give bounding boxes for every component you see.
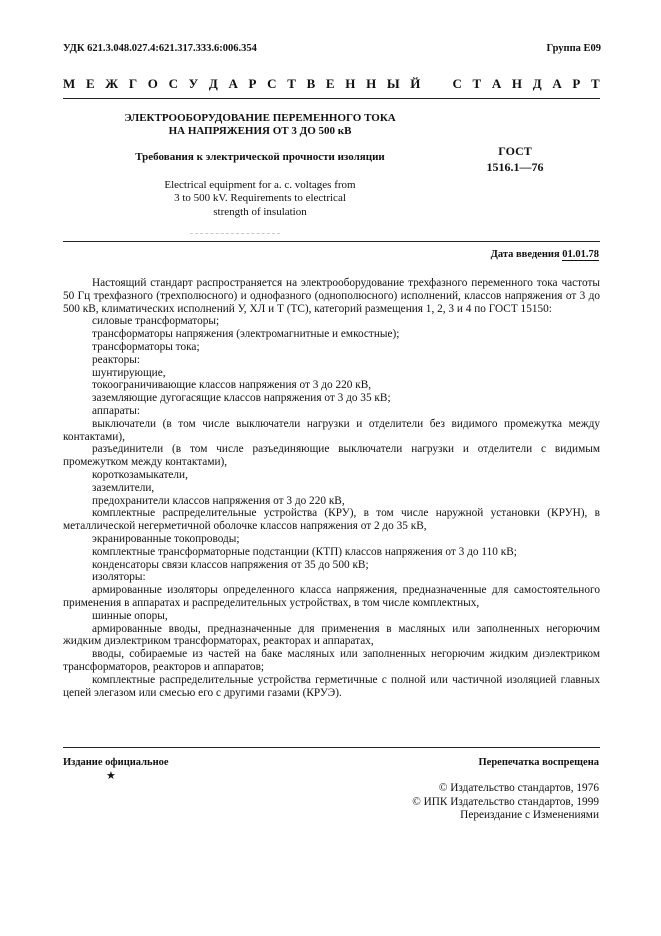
banner-letter: М <box>63 76 76 91</box>
banner-letter: Е <box>85 76 95 91</box>
banner-letter: О <box>147 76 158 91</box>
scope-list-item: заземлители, <box>92 481 155 494</box>
scope-list-item: реакторы: <box>92 353 140 366</box>
banner-letter: А <box>491 76 502 91</box>
scope-list-item: армированные изоляторы определенного класса напряжения, предназначенные для самостоятельного применения в аппаратах и распределительных устройствах, в том числе комплектных, <box>63 584 600 609</box>
scope-list-item: аппараты: <box>92 404 141 417</box>
introduction-date-label: Дата введения <box>490 249 560 260</box>
banner-letter: А <box>228 76 238 91</box>
scan-mark <box>190 233 280 234</box>
banner-letter: А <box>552 76 562 91</box>
scope-list-item: шунтирующие, <box>92 366 166 379</box>
banner-letter: Н <box>511 76 523 91</box>
footer-rule <box>63 747 600 748</box>
banner-letter: У <box>188 76 199 91</box>
gost-designation <box>470 143 560 175</box>
scope-list-item: изоляторы: <box>92 571 146 584</box>
scope-list-item: предохранители классов напряжения от 3 до 220 кВ, <box>92 494 345 507</box>
scope-list-item: вводы, собираемые из частей на баке масляных или заполненных негорючим жидким диэлектриком трансформаторов, реакторов и аппаратов; <box>63 648 600 673</box>
official-edition-label: Издание официальное <box>63 757 169 768</box>
copyright-line-2: © ИПК Издательство стандартов, 1999 <box>412 795 599 808</box>
udk-code: УДК 621.3.048.027.4:621.317.333.6:006.354 <box>63 43 257 54</box>
document-title <box>100 112 420 138</box>
scope-list-item: токоограничивающие классов напряжения от 3 до 220 кВ, <box>92 379 372 392</box>
scope-list-item: трансформаторы тока; <box>92 340 200 353</box>
english-title <box>120 179 400 219</box>
scope-list-item: короткозамыкатели, <box>92 468 188 481</box>
reprint-prohibited-label: Перепечатка воспрещена <box>478 757 599 768</box>
title-line-2: НА НАПРЯЖЕНИЯ ОТ 3 ДО 500 кВ <box>168 125 352 137</box>
scope-list-item: армированные вводы, предназначенные для применения в масляных или заполненных негорючим жидким диэлектриком трансформаторах, реакторах и аппаратах, <box>63 622 600 648</box>
banner-letter: Н <box>345 76 356 91</box>
english-title-line-1: Electrical equipment for a. c. voltages from <box>164 179 356 191</box>
english-title-line-2: 3 to 500 kV. Requirements to electrical <box>174 192 346 205</box>
banner-letter: С <box>452 76 462 91</box>
group-code: Группа Е09 <box>546 43 601 54</box>
banner-letter: Р <box>248 76 257 91</box>
copyright-block <box>412 782 599 823</box>
banner-letter: Н <box>366 76 377 91</box>
gost-label: ГОСТ <box>498 144 532 158</box>
banner-letter: Г <box>128 76 138 91</box>
introduction-date-value: 01.01.78 <box>562 249 599 260</box>
scope-list-item: экранированные токопроводы; <box>92 532 240 545</box>
gost-number: 1516.1—76 <box>486 160 544 174</box>
title-rule <box>63 241 600 242</box>
banner-letter: С <box>168 76 178 91</box>
banner-letter: Ы <box>386 76 400 91</box>
scope-list-item: силовые трансформаторы; <box>92 315 220 328</box>
copyright-line-1: © Издательство стандартов, 1976 <box>438 782 599 794</box>
scope-list-item: трансформаторы напряжения (электромагнитные и емкостные); <box>92 328 400 341</box>
banner-letter: Д <box>532 76 542 91</box>
title-line-1: ЭЛЕКТРООБОРУДОВАНИЕ ПЕРЕМЕННОГО ТОКА <box>124 112 396 124</box>
banner-letter: С <box>267 76 277 91</box>
star-mark: ★ <box>106 770 116 782</box>
banner-letter: Й <box>410 76 421 91</box>
scope-list-item: конденсаторы связи классов напряжения от 35 до 500 кВ; <box>92 558 369 571</box>
interstate-standard-banner <box>63 76 600 92</box>
introduction-date <box>491 249 599 260</box>
scope-list-item: комплектные распределительные устройства герметичные с полной или частичной изоляцией главных цепей элегазом или смесью его с другими газами (КРУЭ). <box>63 673 600 699</box>
scope-list-item: выключатели (в том числе выключатели нагрузки и отделители без видимого промежутка между контактами), <box>63 417 600 443</box>
banner-letter: Т <box>287 76 296 91</box>
body-text <box>63 277 600 699</box>
banner-letter: Ж <box>105 76 119 91</box>
scope-list-item: комплектные трансформаторные подстанции (КТП) классов напряжения от 3 до 110 кВ; <box>92 545 517 558</box>
scope-paragraph: Настоящий стандарт распространяется на электрооборудование трехфазного переменного тока частоты 50 Гц трехфазного (трехполюсного) и однофазного (однополюсного) исполнений, классов напряжения от 3 до 500 кВ, климатических исполнений У, ХЛ и Т (ТС), категорий размещения 1, 2, 3 и 4 по ГОСТ 15150: <box>63 277 600 315</box>
scope-list-item: шинные опоры, <box>92 609 168 622</box>
banner-letter: Е <box>325 76 335 91</box>
scope-list-item: разъединители (в том числе разъединяющие выключатели нагрузки и отделители с видимым промежутком между контактами), <box>63 443 600 469</box>
document-subtitle: Требования к электрической прочности изоляции <box>135 151 385 163</box>
english-title-line-3: strength of insulation <box>213 205 307 218</box>
banner-letter: Т <box>591 76 600 91</box>
banner-letter: В <box>306 76 316 91</box>
banner-letter: Д <box>208 76 218 91</box>
banner-letter: Р <box>572 76 581 91</box>
scope-list-item: комплектные распределительные устройства (КРУ), в том числе наружной установки (КРУН), в металлической негерметичной оболочке классов напряжения от 2 до 35 кВ, <box>63 507 600 533</box>
scope-list-item: заземляющие дугогасящие классов напряжения от 3 до 35 кВ; <box>92 392 391 405</box>
reissue-note: Переиздание с Изменениями <box>460 809 599 821</box>
header-rule <box>63 98 600 99</box>
banner-letter: Т <box>472 76 482 91</box>
